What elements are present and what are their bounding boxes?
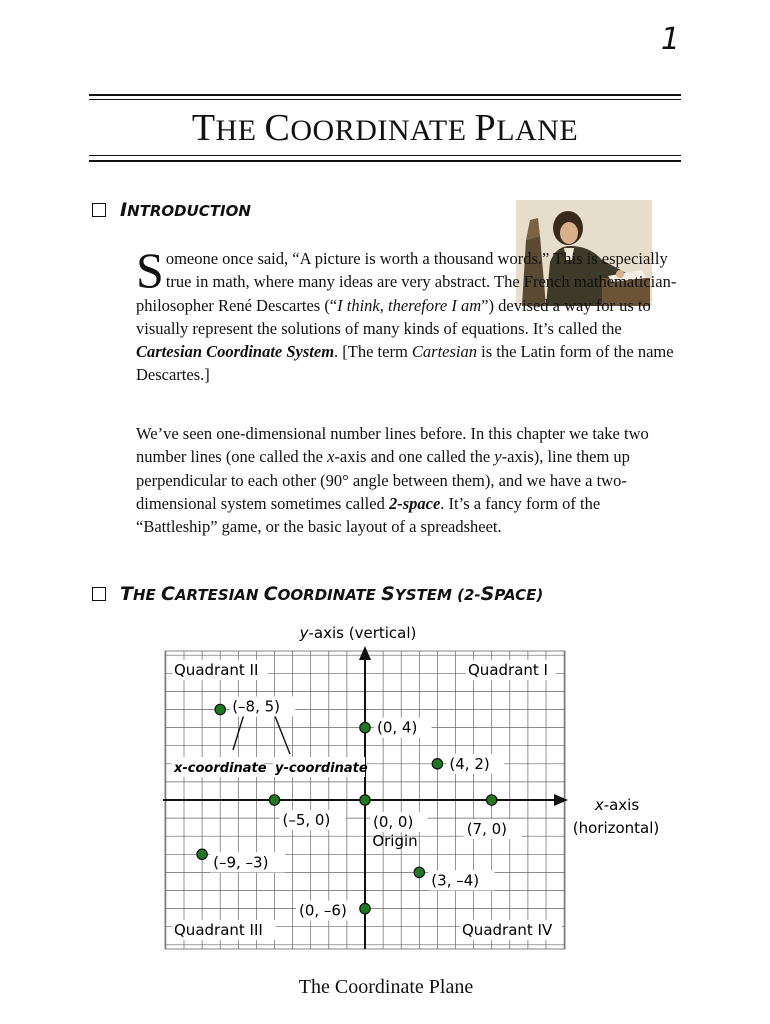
point-marker [360, 722, 370, 732]
y-axis-label: y-axis (vertical) [299, 624, 417, 642]
point-label: (4, 2) [449, 754, 490, 773]
point-marker [432, 759, 442, 769]
point-label: (0, 0) [373, 813, 414, 831]
point-marker [197, 849, 207, 859]
point-label: (0, 4) [377, 718, 418, 737]
section-heading-introduction: INTRODUCTION [92, 199, 251, 221]
x-axis-label: x-axis [594, 796, 640, 814]
title-rule-top [89, 94, 681, 96]
x-axis-sublabel: (horizontal) [572, 819, 660, 837]
point-label: (–8, 5) [232, 697, 281, 716]
title-rule-bottom-thin [89, 155, 681, 156]
point-marker [487, 795, 497, 805]
section-heading-cartesian: THE CARTESIAN COORDINATE SYSTEM (2-SPACE) [92, 583, 543, 605]
quadrant-4-label: Quadrant IV [462, 921, 553, 939]
quadrant-3-label: Quadrant III [174, 921, 263, 939]
x-coordinate-arrow [233, 711, 245, 750]
title-rule-bottom [89, 160, 681, 162]
y-axis-arrowhead [359, 646, 371, 660]
point-label: (3, –4) [431, 871, 480, 890]
page-title: THE COORDINATE PLANE [191, 107, 579, 149]
quadrant-2-label: Quadrant II [174, 661, 259, 679]
origin-label: Origin [372, 832, 418, 850]
point-marker [269, 795, 279, 805]
checkbox-icon [92, 587, 106, 601]
point-label: (–9, –3) [213, 853, 269, 872]
y-coordinate-label: y-coordinate [275, 761, 368, 776]
point-marker [414, 867, 424, 877]
point-marker [360, 795, 370, 805]
intro-paragraph-2: We’ve seen one-dimensional number lines before. In this chapter we take two number lines (one called the x-axis and one called the y-axis), line them up perpendicular to each other (90° angle between them), and we have a two-dimensional system sometimes called 2-space. It’s a fancy form of the “Battleship” game, or the basic layout of a spreadsheet. [136, 424, 649, 537]
point-label: (–5, 0) [282, 811, 331, 829]
point-marker [215, 704, 225, 714]
checkbox-icon [92, 203, 106, 217]
drop-cap: S [136, 242, 164, 298]
title-rule-top-thin [89, 99, 681, 100]
x-coordinate-label: x-coordinate [174, 761, 267, 776]
intro-paragraph-1: Someone once said, “A picture is worth a thousand words.” This is especially true in math, where many ideas are very abstract. The French mathematician-philosopher René Descartes (“I think, therefore I am”) devised a way for us to visually represent the solutions of many kinds of equations. It’s called the Cartesian Coordinate System. [The term Cartesian is the Latin form of the name Descartes.] [136, 242, 677, 385]
point-label: (7, 0) [466, 820, 508, 838]
y-coordinate-arrow [273, 711, 290, 754]
x-axis-arrowhead [554, 794, 568, 806]
point-label: (0, –6) [299, 901, 347, 920]
quadrant-1-label: Quadrant I [468, 661, 548, 679]
figure-caption: The Coordinate Plane [298, 976, 474, 998]
point-marker [360, 903, 370, 913]
coordinate-plane-diagram [0, 610, 770, 970]
chapter-number: 1 [660, 22, 680, 57]
